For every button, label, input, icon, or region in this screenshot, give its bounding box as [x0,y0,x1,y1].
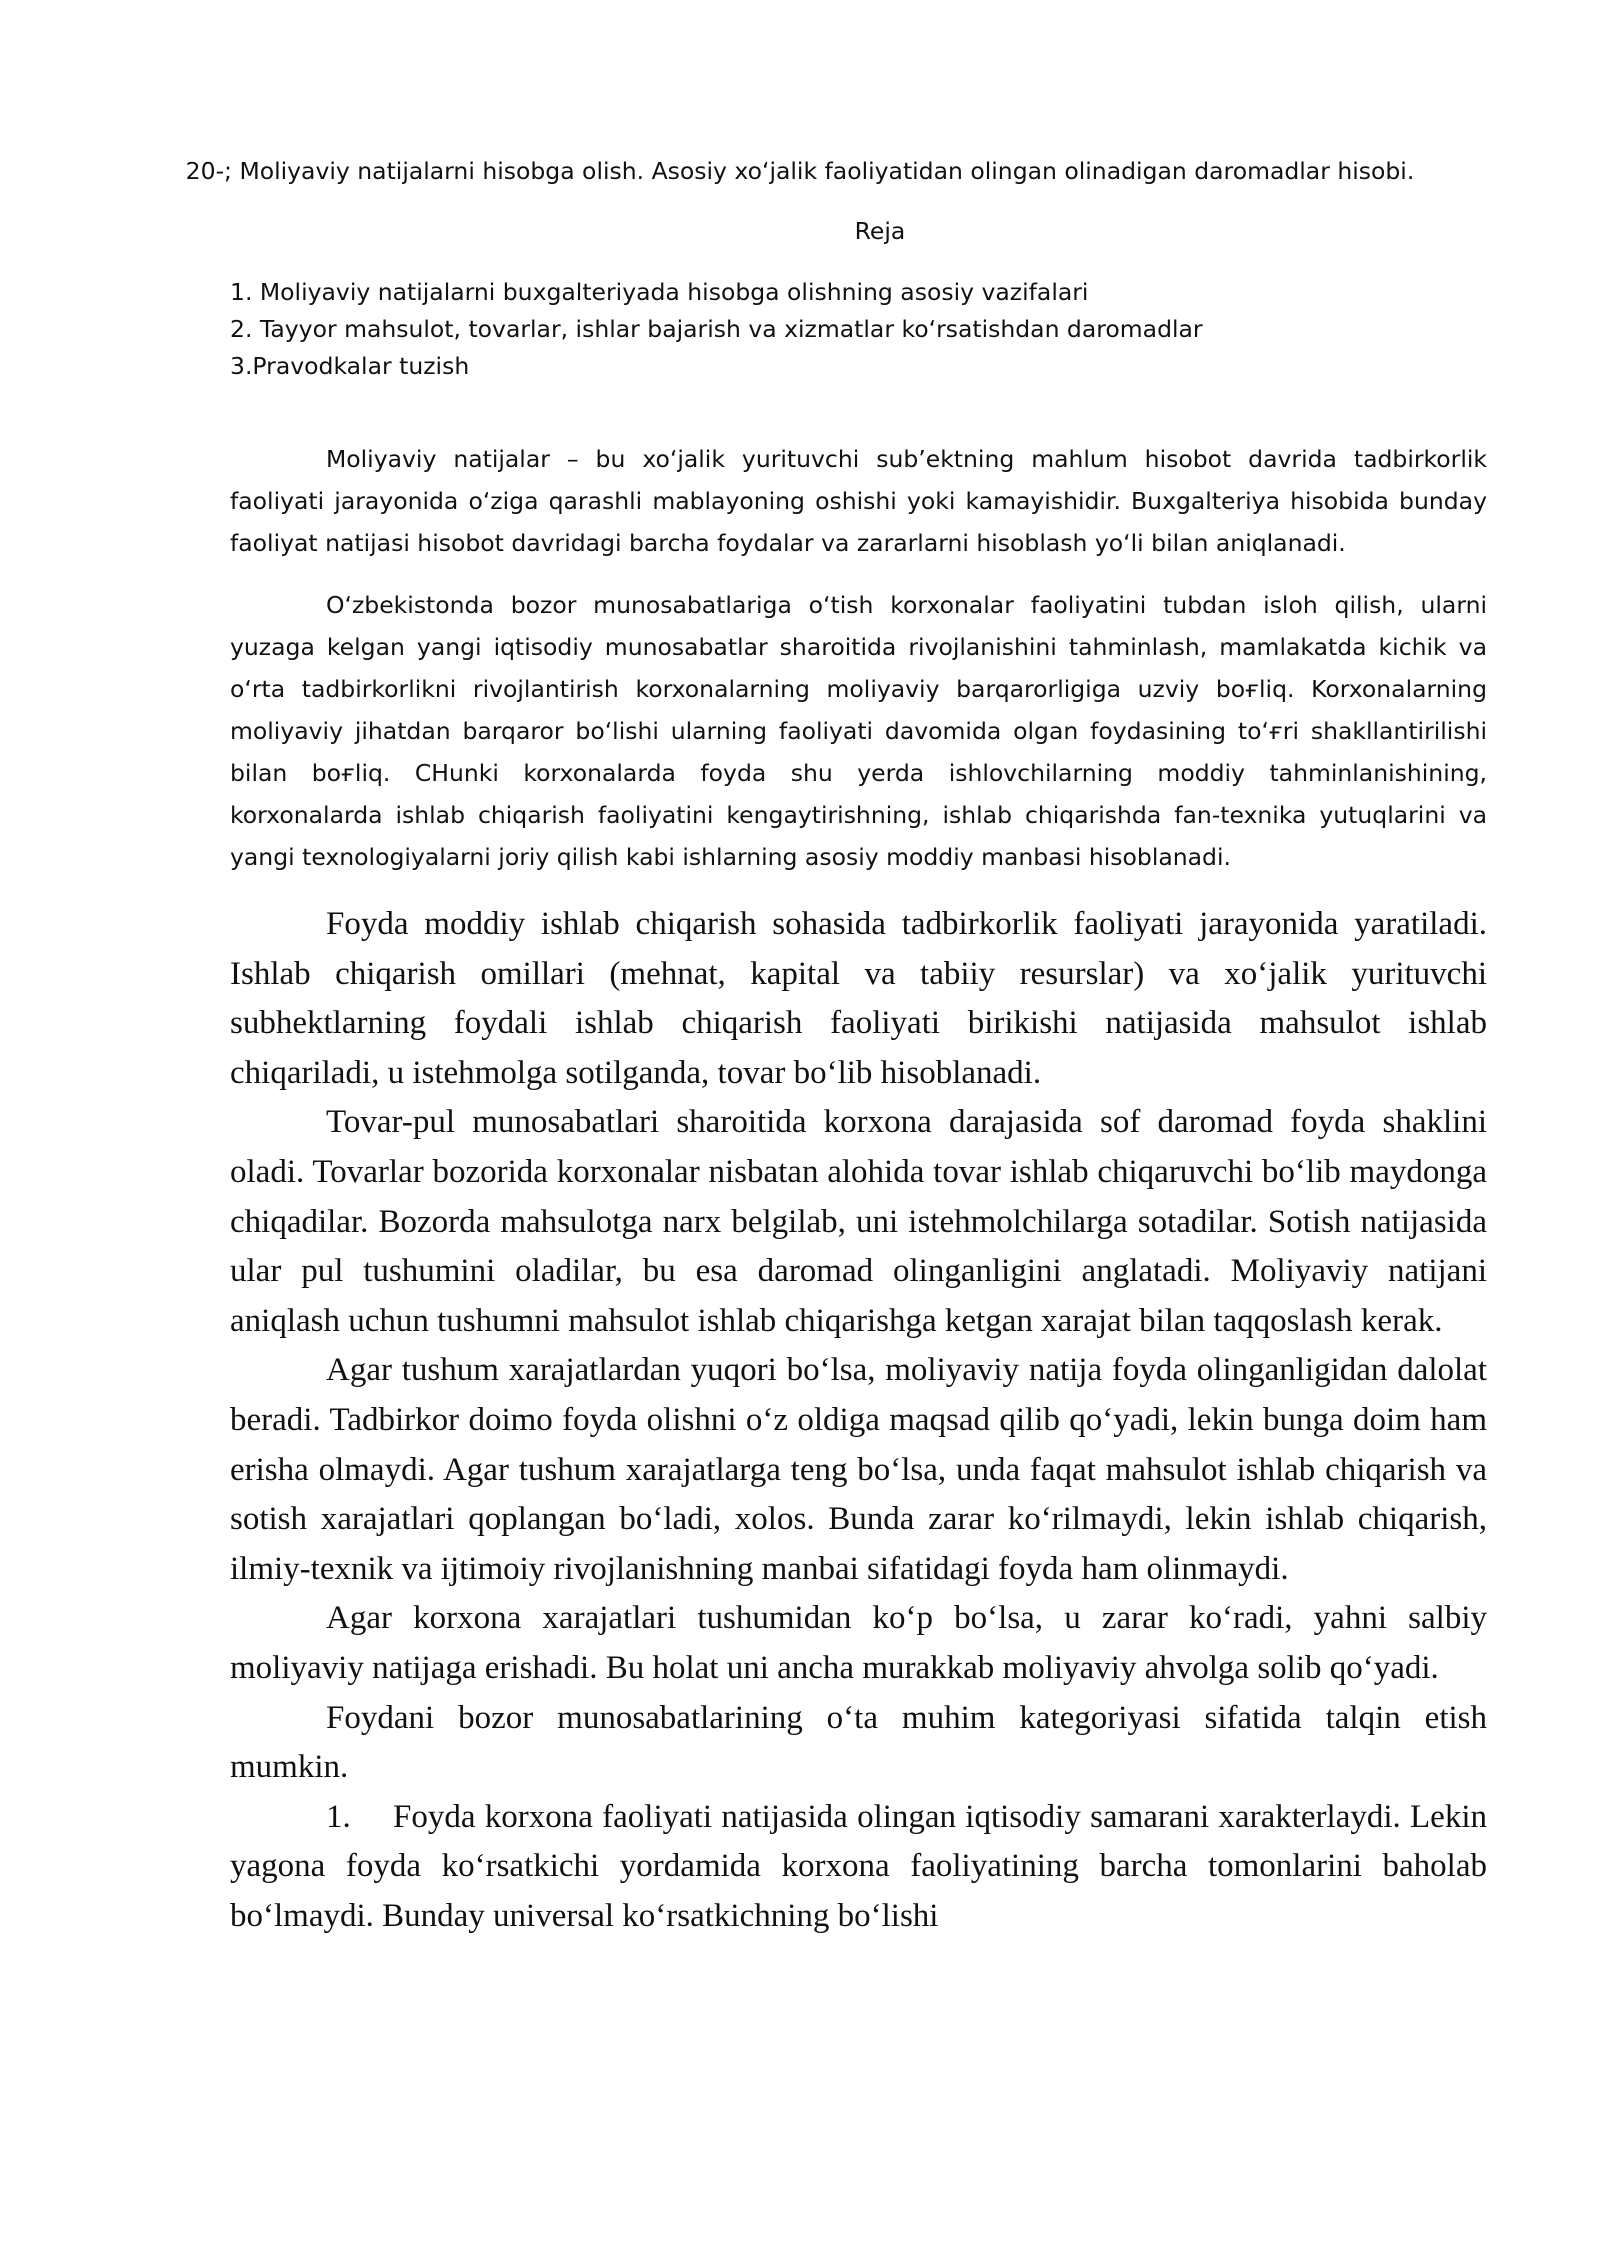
plan-heading: Reja [854,217,906,245]
body-paragraph: Agar tushum xarajatlardan yuqori bo‘lsa, moliyaviy natija foyda olinganligidan dalolat beradi. Tadbirkor doimo foyda olishni o‘z oldiga maqsad qilib qo‘yadi, lekin bunga doim ham erisha olmaydi. Agar tushum xarajatlarga teng bo‘lsa, unda faqat mahsulot ishlab chiqarish va sotish xarajatlari qoplangan bo‘ladi, xolos. Bunda zarar ko‘rilmaydi, lekin ishlab chiqarish, ilmiy-texnik va ijtimoiy rivojlanishning manbai sifatidagi foyda ham olinmaydi. [230,1352,1487,1587]
intro-paragraph: Moliyaviy natijalar – bu xo‘jalik yurituvchi sub’ektning mahlum hisobot davrida tadbirkorlik faoliyati jarayonida o‘ziga qarashli mablayoning oshishi yoki kamayishidir. Buxgalteriya hisobida bunday faoliyat natijasi hisobot davridagi barcha foydalar va zararlarni hisoblash yo‘li bilan aniqlanadi. [230,445,1487,557]
plan-item: 2. Tayyor mahsulot, tovarlar, ishlar bajarish va xizmatlar ko‘rsatishdan daromadlar [230,315,1203,343]
plan-item: 3.Pravodkalar tuzish [230,352,470,380]
body-paragraph: Foyda moddiy ishlab chiqarish sohasida tadbirkorlik faoliyati jarayonida yaratiladi. Ishlab chiqarish omillari (mehnat, kapital va tabiiy resurslar) va xo‘jalik yurituvchi subhektlarning foydali ishlab chiqarish faoliyati birikishi natijasida mahsulot ishlab chiqariladi, u istehmolga sotilganda, tovar bo‘lib hisoblanadi. [230,906,1487,1091]
body-paragraph: Foydani bozor munosabatlarining o‘ta muhim kategoriyasi sifatida talqin etish mumkin. [230,1699,1487,1786]
body-text [230,900,1487,1941]
plan-list [230,274,1480,385]
body-paragraph: Tovar-pul munosabatlari sharoitida korxona darajasida sof daromad foyda shaklini oladi. Tovarlar bozorida korxonalar nisbatan alohida tovar ishlab chiqaruvchi bo‘lib maydonga chiqadilar. Bozorda mahsulotga narx belgilab, uni istehmolchilarga sotadilar. Sotish natijasida ular pul tushumini oladilar, bu esa daromad olinganligini anglatadi. Moliyaviy natijani aniqlash uchun tushumni mahsulot ishlab chiqarishga ketgan xarajat bilan taqqoslash kerak. [230,1104,1487,1339]
body-paragraph: Agar korxona xarajatlari tushumidan ko‘p bo‘lsa, u zarar ko‘radi, yahni salbiy moliyaviy natijaga erishadi. Bu holat uni ancha murakkab moliyaviy ahvolga solib qo‘yadi. [230,1600,1487,1686]
body-paragraph: 1. Foyda korxona faoliyati natijasida olingan iqtisodiy samarani xarakterlaydi. Lekin yagona foyda ko‘rsatkichi yordamida korxona faoliyatining barcha tomonlarini baholab bo‘lmaydi. Bunday universal ko‘rsatkichning bo‘lishi [230,1798,1487,1934]
plan-item: 1. Moliyaviy natijalarni buxgalteriyada hisobga olishning asosiy vazifalari [230,278,1089,306]
intro-paragraph: O‘zbekistonda bozor munosabatlariga o‘tish korxonalar faoliyatini tubdan isloh qilish, ularni yuzaga kelgan yangi iqtisodiy munosabatlar sharoitida rivojlanishini tahminlash, mamlakatda kichik va o‘rta tadbirkorlikni rivojlantirish korxonalarning moliyaviy barqarorligiga uzviy boғliq. Korxonalarning moliyaviy jihatdan barqaror bo‘lishi ularning faoliyati davomida olgan foydasining to‘ғri shakllantirilishi bilan boғliq. CHunki korxonalarda foyda shu yerda ishlovchilarning moddiy tahminlanishining, korxonalarda ishlab chiqarish faoliyatini kengaytirishning, ishlab chiqarishda fan-texnika yutuqlarini va yangi texnologiyalarni joriy qilish kabi ishlarning asosiy moddiy manbasi hisoblanadi. [230,591,1487,871]
document-title: 20-; Moliyaviy natijalarni hisobga olish. Asosiy xo‘jalik faoliyatidan olingan olinadigan daromadlar hisobi. [185,157,1415,185]
